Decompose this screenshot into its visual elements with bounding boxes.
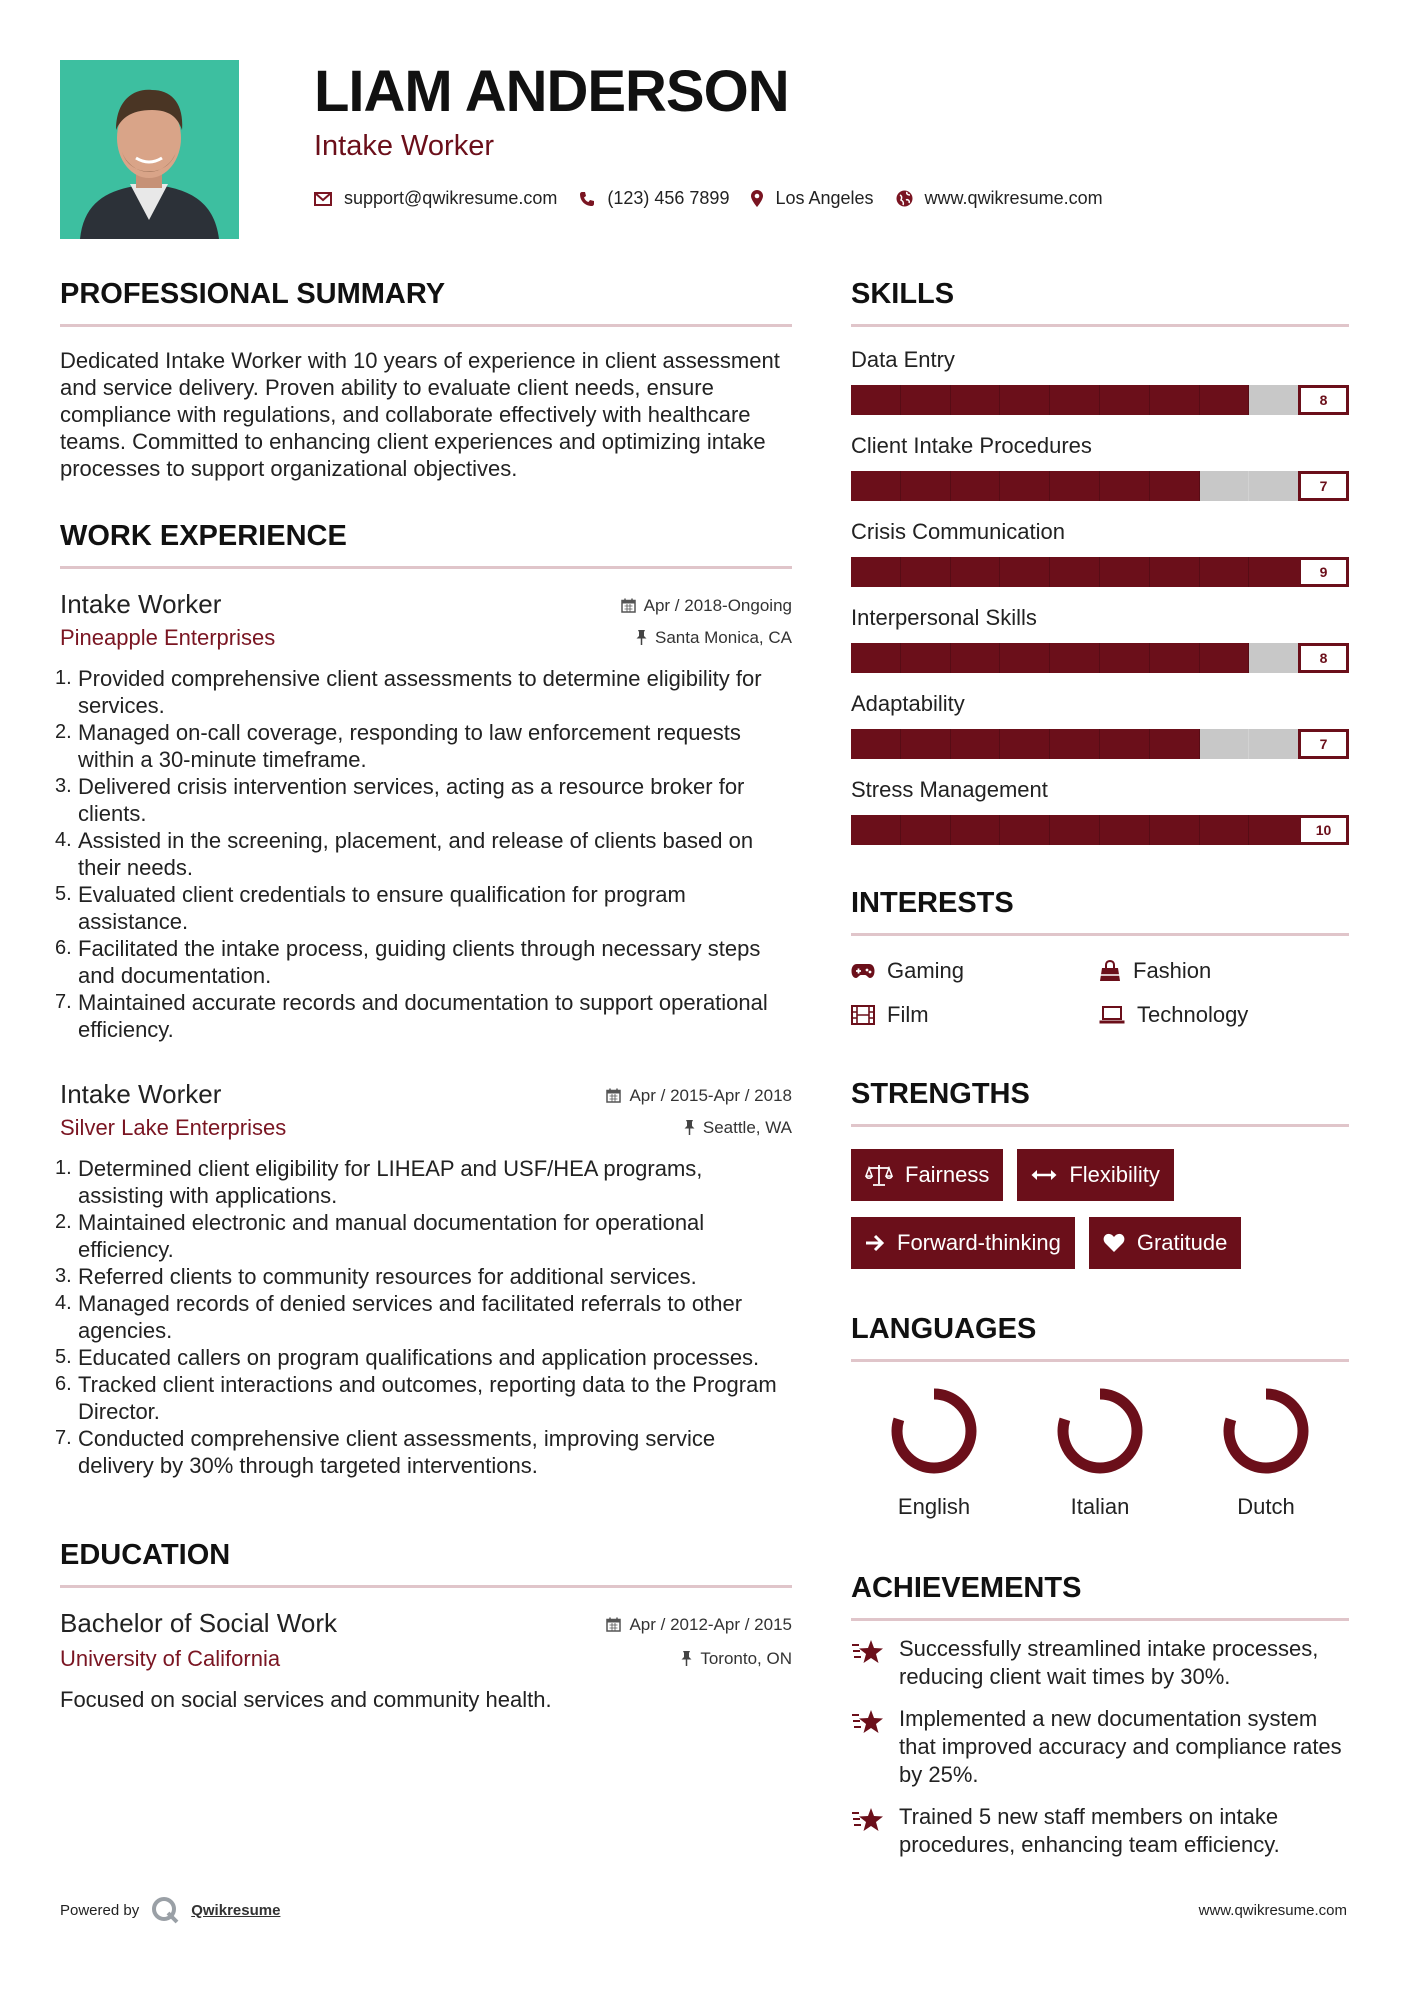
- interest-item: [851, 1002, 1099, 1028]
- skill-value-badge: 9: [1298, 557, 1349, 587]
- phone-icon: [579, 191, 595, 207]
- languages-list: [851, 1386, 1349, 1520]
- job-dates: [621, 596, 792, 616]
- section-divider: [851, 933, 1349, 936]
- interest-item: [851, 958, 1099, 984]
- film-icon: [851, 1005, 875, 1025]
- summary-heading: PROFESSIONAL SUMMARY: [60, 278, 446, 310]
- job-title: Intake Worker: [60, 589, 222, 619]
- achievements-heading: ACHIEVEMENTS: [851, 1572, 1082, 1604]
- handbag-icon: [1099, 960, 1121, 982]
- skill-segment-filled: [1000, 557, 1050, 587]
- list-item: 6. Facilitated the intake process, guiding clients through necessary steps and documentation.: [55, 936, 761, 988]
- language-item: [1017, 1386, 1183, 1520]
- interests-list: [851, 958, 1349, 1028]
- skill-segment-empty: [1200, 471, 1250, 501]
- heart-icon: [1103, 1233, 1125, 1253]
- summary-text: Dedicated Intake Worker with 10 years of experience in client assessment and service delivery. Proven ability to evaluate client needs, ensure compliance with regulations, and collaborate effectively with healthcare teams. Committed to enhancing client experiences and optimizing intake processes to support organizational objectives.: [60, 348, 780, 481]
- strengths-section: [851, 1074, 1349, 1285]
- skill-item: [851, 603, 1349, 673]
- contact-bar: [314, 188, 1347, 209]
- skill-segment-filled: [901, 557, 951, 587]
- list-item: 1. Provided comprehensive client assessments to determine eligibility for services.: [55, 666, 762, 718]
- interest-label: Gaming: [887, 958, 965, 983]
- language-level-arc: [1229, 1394, 1303, 1468]
- skill-rating-bar: [851, 643, 1349, 673]
- skill-segment-filled: [1050, 729, 1100, 759]
- education-description: Focused on social services and community health.: [60, 1687, 552, 1712]
- strength-label: Gratitude: [1136, 1230, 1228, 1255]
- skill-segment-filled: [1000, 385, 1050, 415]
- brand-link[interactable]: Qwikresume: [191, 1901, 281, 1919]
- education-dates: [606, 1615, 792, 1635]
- contact-phone[interactable]: [579, 188, 729, 209]
- skill-segment-empty: [1249, 471, 1299, 501]
- skill-value-badge: 7: [1298, 471, 1349, 501]
- right-column: [851, 274, 1349, 1859]
- skill-name: Adaptability: [851, 691, 965, 716]
- skill-segment-empty: [1249, 729, 1299, 759]
- list-item: 2. Managed on-call coverage, responding to law enforcement requests within a 30-minute timeframe.: [55, 720, 741, 772]
- strength-label: Forward-thinking: [897, 1230, 1061, 1255]
- skill-segment-empty: [1249, 643, 1299, 673]
- skill-name: Data Entry: [851, 347, 955, 372]
- skill-value-badge: 10: [1298, 815, 1349, 845]
- education-section: [60, 1535, 792, 1713]
- skill-value-badge: 7: [1298, 729, 1349, 759]
- skill-segment-filled: [901, 729, 951, 759]
- skill-segment-filled: [1150, 815, 1200, 845]
- job-location-text: Seattle, WA: [702, 1117, 792, 1137]
- skill-value-badge: 8: [1298, 643, 1349, 673]
- skill-item: [851, 775, 1349, 845]
- person-avatar-icon: [60, 60, 239, 239]
- language-item: [1183, 1386, 1349, 1520]
- profile-photo: [60, 60, 239, 239]
- skill-rating-bar: [851, 385, 1349, 415]
- experience-section: [55, 516, 792, 1479]
- footer-url[interactable]: www.qwikresume.com: [1198, 1901, 1347, 1919]
- interest-item: [1099, 958, 1349, 984]
- skill-segment-filled: [851, 385, 901, 415]
- skill-segment-filled: [1000, 471, 1050, 501]
- skill-segment-filled: [1150, 729, 1200, 759]
- skill-segment-filled: [1000, 643, 1050, 673]
- skill-name: Stress Management: [851, 777, 1048, 802]
- skill-segment-filled: [1100, 557, 1150, 587]
- skill-name: Crisis Communication: [851, 519, 1065, 544]
- job-dates-text: Apr / 2015-Apr / 2018: [629, 1085, 792, 1105]
- skill-segment-filled: [1150, 557, 1200, 587]
- skill-segment-filled: [851, 815, 901, 845]
- map-marker-icon: [751, 190, 763, 207]
- interest-label: Film: [887, 1002, 929, 1027]
- education-heading: EDUCATION: [60, 1539, 231, 1571]
- section-divider: [60, 566, 792, 569]
- skill-segment-filled: [1200, 643, 1250, 673]
- job-location: [684, 1118, 792, 1138]
- skill-segment-filled: [851, 729, 901, 759]
- skill-segment-filled: [901, 385, 951, 415]
- skill-segment-filled: [851, 643, 901, 673]
- balance-scale-icon: [865, 1164, 893, 1186]
- skill-segment-filled: [1050, 471, 1100, 501]
- skill-segment-filled: [1249, 557, 1299, 587]
- skill-segment-filled: [951, 815, 1001, 845]
- contact-website[interactable]: [896, 188, 1103, 209]
- list-item: 7. Conducted comprehensive client assessments, improving service delivery by 30% through targeted interventions.: [55, 1426, 716, 1478]
- skill-segment-filled: [1249, 815, 1299, 845]
- skill-segment-filled: [901, 471, 951, 501]
- star-award-icon: [851, 1709, 885, 1735]
- page-footer: [60, 1896, 1347, 1924]
- skill-value-badge: 8: [1298, 385, 1349, 415]
- star-award-icon: [851, 1807, 885, 1833]
- calendar-icon: [621, 598, 636, 613]
- skills-list: [851, 345, 1349, 845]
- powered-by: [60, 1896, 280, 1924]
- language-label: English: [897, 1494, 971, 1519]
- achievement-text: Trained 5 new staff members on intake procedures, enhancing team efficiency.: [899, 1804, 1280, 1857]
- job-duties: [55, 1155, 792, 1479]
- strength-label: Flexibility: [1069, 1162, 1160, 1187]
- arrows-horizontal-icon: [1031, 1169, 1057, 1181]
- globe-icon: [896, 190, 913, 207]
- job-dates: [606, 1086, 792, 1106]
- skill-segment-filled: [951, 643, 1001, 673]
- achievement-item: [851, 1635, 1349, 1691]
- phone-text: (123) 456 7899: [607, 188, 730, 208]
- skill-segment-filled: [1100, 471, 1150, 501]
- arrow-right-icon: [865, 1233, 885, 1253]
- skill-segment-filled: [1100, 643, 1150, 673]
- education-location-text: Toronto, ON: [700, 1648, 792, 1668]
- list-item: 1. Determined client eligibility for LIHEAP and USF/HEA programs, assisting with applications.: [55, 1156, 703, 1208]
- strength-label: Fairness: [905, 1162, 990, 1187]
- star-award-icon: [851, 1639, 885, 1665]
- skills-heading: SKILLS: [851, 278, 955, 310]
- school-name: University of California: [60, 1646, 281, 1671]
- skill-item: [851, 689, 1349, 759]
- list-item: 7. Maintained accurate records and documentation to support operational efficiency.: [55, 990, 768, 1042]
- list-item: 2. Maintained electronic and manual documentation for operational efficiency.: [55, 1210, 705, 1262]
- powered-by-text: Powered by: [60, 1901, 140, 1919]
- experience-heading: WORK EXPERIENCE: [60, 520, 347, 552]
- contact-location: [751, 188, 873, 209]
- skill-segment-filled: [951, 385, 1001, 415]
- skill-segment-filled: [1150, 385, 1200, 415]
- achievement-item: [851, 1705, 1349, 1789]
- skill-segment-filled: [1050, 385, 1100, 415]
- interest-item: [1099, 1002, 1349, 1028]
- skill-rating-bar: [851, 471, 1349, 501]
- strengths-list: [851, 1149, 1349, 1285]
- interests-section: [851, 883, 1349, 1028]
- job-entry: [55, 587, 792, 1043]
- candidate-title: Intake Worker: [314, 130, 494, 162]
- languages-heading: LANGUAGES: [851, 1313, 1037, 1345]
- interest-label: Fashion: [1133, 958, 1212, 983]
- job-dates-text: Apr / 2018-Ongoing: [643, 595, 792, 615]
- skill-item: [851, 431, 1349, 501]
- skill-segment-filled: [851, 557, 901, 587]
- website-text: www.qwikresume.com: [924, 188, 1103, 208]
- skill-segment-filled: [1200, 557, 1250, 587]
- education-entry: [60, 1606, 792, 1713]
- education-dates-text: Apr / 2012-Apr / 2015: [629, 1614, 792, 1634]
- job-entry: [55, 1077, 792, 1479]
- section-divider: [851, 1359, 1349, 1362]
- interests-heading: INTERESTS: [851, 887, 1014, 919]
- location-text: Los Angeles: [775, 188, 874, 208]
- list-item: 4. Managed records of denied services and facilitated referrals to other agencies.: [55, 1291, 743, 1343]
- list-item: 3. Referred clients to community resources for additional services.: [55, 1264, 697, 1289]
- skill-segment-filled: [1100, 729, 1150, 759]
- skill-item: [851, 517, 1349, 587]
- skill-rating-bar: [851, 557, 1349, 587]
- language-level-ring: [889, 1386, 979, 1476]
- contact-email[interactable]: [314, 188, 557, 209]
- language-level-arc: [897, 1394, 971, 1468]
- skill-rating-bar: [851, 815, 1349, 845]
- calendar-icon: [606, 1617, 621, 1632]
- section-divider: [60, 324, 792, 327]
- section-divider: [60, 1585, 792, 1588]
- list-item: 3. Delivered crisis intervention services, acting as a resource broker for clients.: [55, 774, 745, 826]
- laptop-icon: [1099, 1006, 1125, 1024]
- skill-name: Client Intake Procedures: [851, 433, 1092, 458]
- company-name: Silver Lake Enterprises: [60, 1115, 287, 1140]
- skill-segment-filled: [1100, 815, 1150, 845]
- language-level-ring: [1055, 1386, 1145, 1476]
- skill-segment-filled: [951, 471, 1001, 501]
- calendar-icon: [606, 1088, 621, 1103]
- achievements-section: [851, 1568, 1349, 1859]
- job-title: Intake Worker: [60, 1079, 222, 1109]
- education-location: [681, 1649, 792, 1669]
- strengths-heading: STRENGTHS: [851, 1078, 1030, 1110]
- section-divider: [851, 1124, 1349, 1127]
- pushpin-icon: [681, 1651, 692, 1666]
- skill-segment-filled: [1200, 815, 1250, 845]
- resume-header: [314, 58, 1347, 209]
- pushpin-icon: [636, 630, 647, 645]
- summary-section: [60, 274, 792, 482]
- company-name: Pineapple Enterprises: [60, 625, 276, 650]
- language-label: Dutch: [1237, 1494, 1295, 1519]
- skill-segment-filled: [1050, 815, 1100, 845]
- skill-segment-empty: [1249, 385, 1299, 415]
- job-duties: [55, 665, 792, 1043]
- language-level-ring: [1221, 1386, 1311, 1476]
- skill-rating-bar: [851, 729, 1349, 759]
- skill-segment-filled: [951, 557, 1001, 587]
- candidate-name: LIAM ANDERSON: [314, 59, 789, 124]
- job-location: [636, 628, 792, 648]
- skill-segment-filled: [1050, 557, 1100, 587]
- skill-segment-filled: [851, 471, 901, 501]
- strength-tag: [1017, 1149, 1173, 1201]
- skill-segment-filled: [901, 643, 951, 673]
- skill-segment-filled: [1200, 385, 1250, 415]
- list-item: 6. Tracked client interactions and outcomes, reporting data to the Program Director.: [55, 1372, 777, 1424]
- skill-segment-filled: [1050, 643, 1100, 673]
- skill-segment-filled: [1100, 385, 1150, 415]
- strength-tag: [1089, 1217, 1242, 1269]
- language-level-arc: [1063, 1394, 1137, 1468]
- achievement-item: [851, 1803, 1349, 1859]
- left-column: [55, 274, 792, 1713]
- skill-item: [851, 345, 1349, 415]
- envelope-icon: [314, 192, 332, 206]
- strength-tag: [851, 1217, 1075, 1269]
- section-divider: [851, 324, 1349, 327]
- degree-title: Bachelor of Social Work: [60, 1608, 337, 1638]
- interest-label: Technology: [1137, 1002, 1249, 1027]
- skill-segment-filled: [951, 729, 1001, 759]
- language-item: [851, 1386, 1017, 1520]
- section-divider: [851, 1618, 1349, 1621]
- skill-segment-filled: [1000, 729, 1050, 759]
- list-item: 4. Assisted in the screening, placement, and release of clients based on their needs.: [55, 828, 754, 880]
- languages-section: [851, 1309, 1349, 1520]
- skill-segment-filled: [1150, 643, 1200, 673]
- skills-section: [851, 274, 1349, 845]
- achievement-text: Successfully streamlined intake processes, reducing client wait times by 30%.: [899, 1636, 1319, 1689]
- gamepad-icon: [851, 963, 875, 979]
- strength-tag: [851, 1149, 1003, 1201]
- skill-segment-filled: [1150, 471, 1200, 501]
- language-label: Italian: [1070, 1494, 1130, 1519]
- pushpin-icon: [684, 1120, 695, 1135]
- email-text: support@qwikresume.com: [344, 188, 558, 208]
- list-item: 5. Educated callers on program qualifications and application processes.: [55, 1345, 760, 1370]
- skill-segment-empty: [1200, 729, 1250, 759]
- skill-name: Interpersonal Skills: [851, 605, 1037, 630]
- qwikresume-logo-icon: [151, 1896, 179, 1924]
- skill-segment-filled: [901, 815, 951, 845]
- list-item: 5. Evaluated client credentials to ensure qualification for program assistance.: [55, 882, 686, 934]
- skill-segment-filled: [1000, 815, 1050, 845]
- achievement-text: Implemented a new documentation system that improved accuracy and compliance rates by 25%.: [899, 1706, 1342, 1787]
- job-location-text: Santa Monica, CA: [654, 627, 792, 647]
